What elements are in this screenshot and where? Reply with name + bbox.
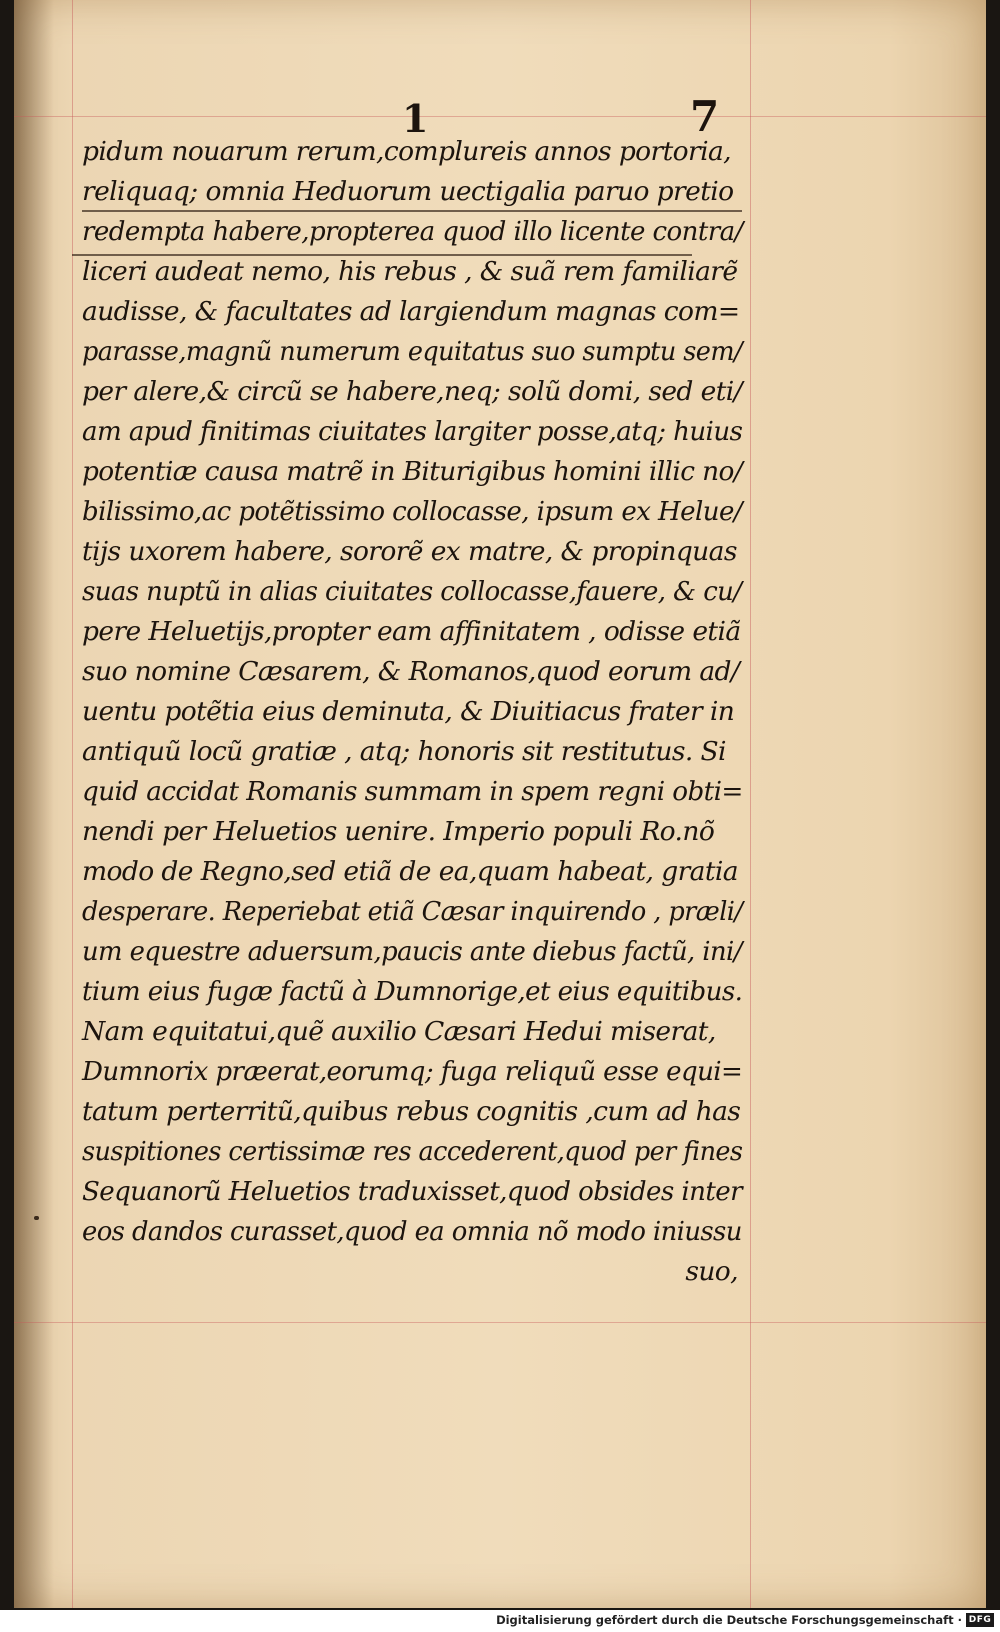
gutter-shadow	[14, 0, 54, 1608]
book-page	[14, 0, 986, 1608]
text-line: suas nuptũ in alias ciuitates collocasse,fauere, & cu/	[82, 576, 742, 607]
ink-spot	[34, 1216, 39, 1220]
text-line: liceri audeat nemo, his rebus , & suã rem familiarẽ	[82, 256, 738, 287]
dfg-logo: DFG	[966, 1613, 994, 1627]
text-line: tijs uxorem habere, sororẽ ex matre, & propinquas	[82, 536, 737, 567]
text-line: tium eius fugæ factũ à Dumnorige,et eius equitibus.	[82, 976, 743, 1007]
catchword-mark: 7	[690, 92, 720, 141]
text-line: parasse,magnũ numerum equitatus suo sumptu sem/	[82, 336, 743, 367]
text-line: reliquaq; omnia Heduorum uectigalia paruo pretio	[82, 176, 734, 207]
text-line: Dumnorix præerat,eorumq; fuga reliquũ esse equi=	[82, 1056, 743, 1087]
text-line: potentiæ causa matrẽ in Biturigibus homini illic no/	[82, 456, 743, 487]
text-line: Sequanorũ Heluetios traduxisset,quod obsides inter	[82, 1176, 743, 1207]
text-line: redempta habere,propterea quod illo licente contra/	[82, 216, 743, 247]
funding-credit: Digitalisierung gefördert durch die Deutsche Forschungsgemeinschaft ·	[496, 1613, 962, 1627]
margin-rule-bottom	[14, 1322, 986, 1323]
text-line: pere Heluetijs,propter eam affinitatem , odisse etiã	[82, 616, 741, 647]
text-line: suo nomine Cæsarem, & Romanos,quod eorum ad/	[82, 656, 740, 687]
text-block	[82, 132, 742, 1292]
text-line: am apud finitimas ciuitates largiter posse,atq; huius	[82, 416, 743, 447]
text-line: um equestre aduersum,paucis ante diebus factũ, ini/	[82, 936, 742, 967]
margin-rule-top	[14, 116, 986, 117]
text-line: desperare. Reperiebat etiã Cæsar inquirendo , præli/	[82, 896, 743, 927]
text-line: nendi per Heluetios uenire. Imperio populi Ro.nõ	[82, 816, 715, 847]
text-line: per alere,& circũ se habere,neq; solũ domi, sed eti/	[82, 376, 742, 407]
footer-bar	[0, 1610, 1000, 1632]
margin-rule-left	[72, 0, 73, 1608]
text-line: tatum perterritũ,quibus rebus cognitis ,cum ad has	[82, 1096, 741, 1127]
margin-rule-right	[750, 0, 751, 1608]
folio-number: 1	[402, 96, 429, 141]
text-line: quid accidat Romanis summam in spem regni obti=	[82, 776, 743, 807]
text-line: bilissimo,ac potẽtissimo collocasse, ipsum ex Helue/	[82, 496, 742, 527]
text-line: modo de Regno,sed etiã de ea,quam habeat, gratia	[82, 856, 738, 887]
text-line: antiquũ locũ gratiæ , atq; honoris sit restitutus. Si	[82, 736, 726, 767]
text-line: suspitiones certissimæ res accederent,quod per fines	[82, 1136, 743, 1167]
text-line: Nam equitatui,quẽ auxilio Cæsari Hedui miserat,	[82, 1016, 716, 1047]
text-line: uentu potẽtia eius deminuta, & Diuitiacus frater in	[82, 696, 735, 727]
text-line: audisse, & facultates ad largiendum magnas com=	[82, 296, 740, 327]
text-line: eos dandos curasset,quod ea omnia nõ modo iniussu	[82, 1216, 742, 1247]
catchword: suo,	[685, 1256, 738, 1287]
text-line: pidum nouarum rerum,complureis annos portoria,	[82, 136, 731, 167]
